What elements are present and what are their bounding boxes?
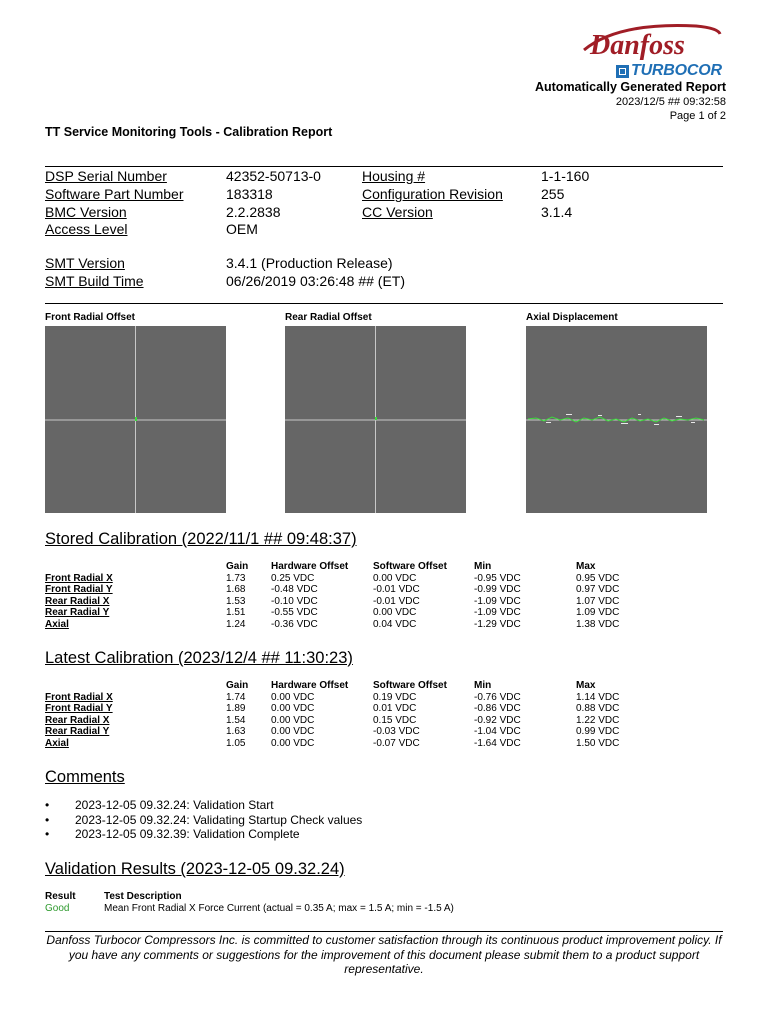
- report-title: TT Service Monitoring Tools - Calibration Report: [45, 125, 333, 139]
- smt-build-label: SMT Build Time: [45, 273, 144, 289]
- min-cell: -1.09 VDC: [474, 595, 521, 607]
- danfoss-logo-icon: [578, 20, 724, 62]
- smt-version-value: 3.4.1 (Production Release): [226, 255, 393, 271]
- bullet-icon: •: [45, 827, 50, 841]
- column-header: Min: [474, 680, 492, 691]
- max-cell: 1.07 VDC: [576, 595, 620, 607]
- min-cell: -0.99 VDC: [474, 584, 521, 596]
- max-cell: 0.95 VDC: [576, 572, 620, 584]
- test-description-header: Test Description: [104, 891, 182, 902]
- hardware-offset-cell: 0.00 VDC: [271, 737, 315, 749]
- gain-cell: 1.05: [226, 737, 246, 749]
- software-offset-cell: 0.19 VDC: [373, 691, 417, 703]
- table-row: [45, 619, 725, 631]
- axial-plot-title: Axial Displacement: [526, 312, 618, 323]
- divider-footer: [45, 931, 723, 932]
- bmc-value: 2.2.2838: [226, 204, 281, 220]
- column-header: Software Offset: [373, 680, 447, 691]
- software-offset-cell: -0.01 VDC: [373, 595, 420, 607]
- software-offset-cell: -0.07 VDC: [373, 737, 420, 749]
- row-label: Front Radial Y: [45, 584, 113, 596]
- rear-radial-plot: [285, 326, 466, 513]
- max-cell: 0.97 VDC: [576, 584, 620, 596]
- column-header: Hardware Offset: [271, 680, 349, 691]
- auto-report-title: Automatically Generated Report: [534, 80, 726, 94]
- column-header: Gain: [226, 561, 249, 572]
- cc-value: 3.1.4: [541, 204, 573, 220]
- table-row: [45, 607, 725, 619]
- turbocor-logo: [616, 62, 722, 80]
- hardware-offset-cell: -0.36 VDC: [271, 618, 318, 630]
- table-row: [45, 703, 725, 715]
- comment-text: 2023-12-05 09.32.24: Validating Startup Check values: [75, 812, 363, 827]
- row-label: Axial: [45, 737, 69, 749]
- divider-mid: [45, 303, 723, 304]
- software-offset-cell: 0.01 VDC: [373, 703, 417, 715]
- cc-label: CC Version: [362, 204, 433, 220]
- software-offset-cell: 0.00 VDC: [373, 607, 417, 619]
- min-cell: -0.95 VDC: [474, 572, 521, 584]
- row-label: Rear Radial Y: [45, 726, 110, 738]
- bmc-label: BMC Version: [45, 204, 127, 220]
- software-offset-cell: -0.01 VDC: [373, 584, 420, 596]
- hardware-offset-cell: 0.25 VDC: [271, 572, 315, 584]
- gain-cell: 1.63: [226, 726, 246, 738]
- min-cell: -1.04 VDC: [474, 726, 521, 738]
- plot-trace: [375, 417, 377, 420]
- max-cell: 1.14 VDC: [576, 691, 620, 703]
- row-label: Rear Radial X: [45, 714, 110, 726]
- row-label: Front Radial X: [45, 691, 113, 703]
- rear-radial-plot-title: Rear Radial Offset: [285, 312, 372, 323]
- hardware-offset-cell: -0.10 VDC: [271, 595, 318, 607]
- dsp-serial-label: DSP Serial Number: [45, 168, 167, 184]
- danfoss-turbocor-logo: [578, 20, 724, 82]
- max-cell: 1.38 VDC: [576, 618, 620, 630]
- software-part-value: 183318: [226, 186, 273, 202]
- table-row: [45, 573, 725, 585]
- turbocor-text: TURBOCOR: [631, 62, 722, 79]
- min-cell: -0.86 VDC: [474, 703, 521, 715]
- gain-cell: 1.24: [226, 618, 246, 630]
- page-number: Page 1 of 2: [669, 110, 726, 122]
- hardware-offset-cell: -0.55 VDC: [271, 607, 318, 619]
- result-header: Result: [45, 891, 76, 902]
- table-header-row: [45, 561, 725, 573]
- result-value: Good: [45, 903, 70, 914]
- hardware-offset-cell: 0.00 VDC: [271, 691, 315, 703]
- gain-cell: 1.53: [226, 595, 246, 607]
- table-row: [45, 738, 725, 750]
- bullet-icon: •: [45, 812, 50, 827]
- generated-date: 2023/12/5 ## 09:32:58: [615, 96, 726, 108]
- min-cell: -0.92 VDC: [474, 714, 521, 726]
- gain-cell: 1.54: [226, 714, 246, 726]
- stored-calibration-title: Stored Calibration (2022/11/1 ## 09:48:37): [45, 530, 357, 548]
- gain-cell: 1.68: [226, 584, 246, 596]
- max-cell: 1.09 VDC: [576, 607, 620, 619]
- gain-cell: 1.89: [226, 703, 246, 715]
- config-rev-value: 255: [541, 186, 565, 202]
- housing-value: 1-1-160: [541, 168, 590, 184]
- row-label: Axial: [45, 618, 69, 630]
- footer-text: Danfoss Turbocor Compressors Inc. is committed to customer satisfaction through its continuous product improvement policy. If you have any comments or suggestions for the improvement of this document please submit them to a product support representative.: [46, 933, 722, 976]
- hardware-offset-cell: 0.00 VDC: [271, 714, 315, 726]
- hardware-offset-cell: -0.48 VDC: [271, 584, 318, 596]
- row-label: Rear Radial Y: [45, 607, 110, 619]
- brand-text: Danfoss: [590, 30, 685, 61]
- bullet-icon: •: [45, 798, 50, 812]
- column-header: Max: [576, 561, 596, 572]
- max-cell: 0.99 VDC: [576, 726, 620, 738]
- validation-results-title: Validation Results (2023-12-05 09.32.24): [45, 860, 345, 878]
- min-cell: -1.29 VDC: [474, 618, 521, 630]
- axial-displacement-plot: [526, 326, 707, 513]
- test-description-value: Mean Front Radial X Force Current (actual = 0.35 A; max = 1.5 A; min = -1.5 A): [104, 903, 454, 914]
- column-header: Max: [576, 680, 596, 691]
- latest-calibration-table: [45, 680, 725, 750]
- divider-top: [45, 166, 723, 167]
- table-row: [45, 596, 725, 608]
- column-header: Gain: [226, 680, 249, 691]
- software-offset-cell: -0.03 VDC: [373, 726, 420, 738]
- comment-text: 2023-12-05 09.32.39: Validation Complete: [75, 827, 300, 841]
- table-row: [45, 715, 725, 727]
- gain-cell: 1.74: [226, 691, 246, 703]
- comments-title: Comments: [45, 768, 125, 786]
- min-cell: -1.09 VDC: [474, 607, 521, 619]
- max-cell: 1.50 VDC: [576, 737, 620, 749]
- access-level-value: OEM: [226, 221, 258, 237]
- column-header: Min: [474, 561, 492, 572]
- max-cell: 0.88 VDC: [576, 703, 620, 715]
- access-level-label: Access Level: [45, 221, 128, 237]
- dsp-serial-value: 42352-50713-0: [226, 168, 321, 184]
- plot-trace: [135, 417, 137, 421]
- table-row: [45, 584, 725, 596]
- smt-version-label: SMT Version: [45, 255, 125, 271]
- gain-cell: 1.73: [226, 572, 246, 584]
- table-header-row: [45, 680, 725, 692]
- software-offset-cell: 0.04 VDC: [373, 618, 417, 630]
- front-radial-plot-title: Front Radial Offset: [45, 312, 136, 323]
- hardware-offset-cell: 0.00 VDC: [271, 726, 315, 738]
- min-cell: -0.76 VDC: [474, 691, 521, 703]
- row-label: Front Radial Y: [45, 703, 113, 715]
- comment-text: 2023-12-05 09.32.24: Validation Start: [75, 798, 274, 812]
- software-part-label: Software Part Number: [45, 186, 184, 202]
- config-rev-label: Configuration Revision: [362, 186, 503, 202]
- housing-label: Housing #: [362, 168, 426, 184]
- max-cell: 1.22 VDC: [576, 714, 620, 726]
- turbocor-box-icon: [616, 65, 629, 78]
- smt-build-value: 06/26/2019 03:26:48 ## (ET): [226, 273, 406, 289]
- front-radial-plot: [45, 326, 226, 513]
- min-cell: -1.64 VDC: [474, 737, 521, 749]
- table-row: [45, 692, 725, 704]
- row-label: Rear Radial X: [45, 595, 110, 607]
- column-header: Hardware Offset: [271, 561, 349, 572]
- row-label: Front Radial X: [45, 572, 113, 584]
- hardware-offset-cell: 0.00 VDC: [271, 703, 315, 715]
- gain-cell: 1.51: [226, 607, 246, 619]
- stored-calibration-table: [45, 561, 725, 631]
- column-header: Software Offset: [373, 561, 447, 572]
- latest-calibration-title: Latest Calibration (2023/12/4 ## 11:30:23): [45, 649, 353, 667]
- table-row: [45, 726, 725, 738]
- software-offset-cell: 0.15 VDC: [373, 714, 417, 726]
- software-offset-cell: 0.00 VDC: [373, 572, 417, 584]
